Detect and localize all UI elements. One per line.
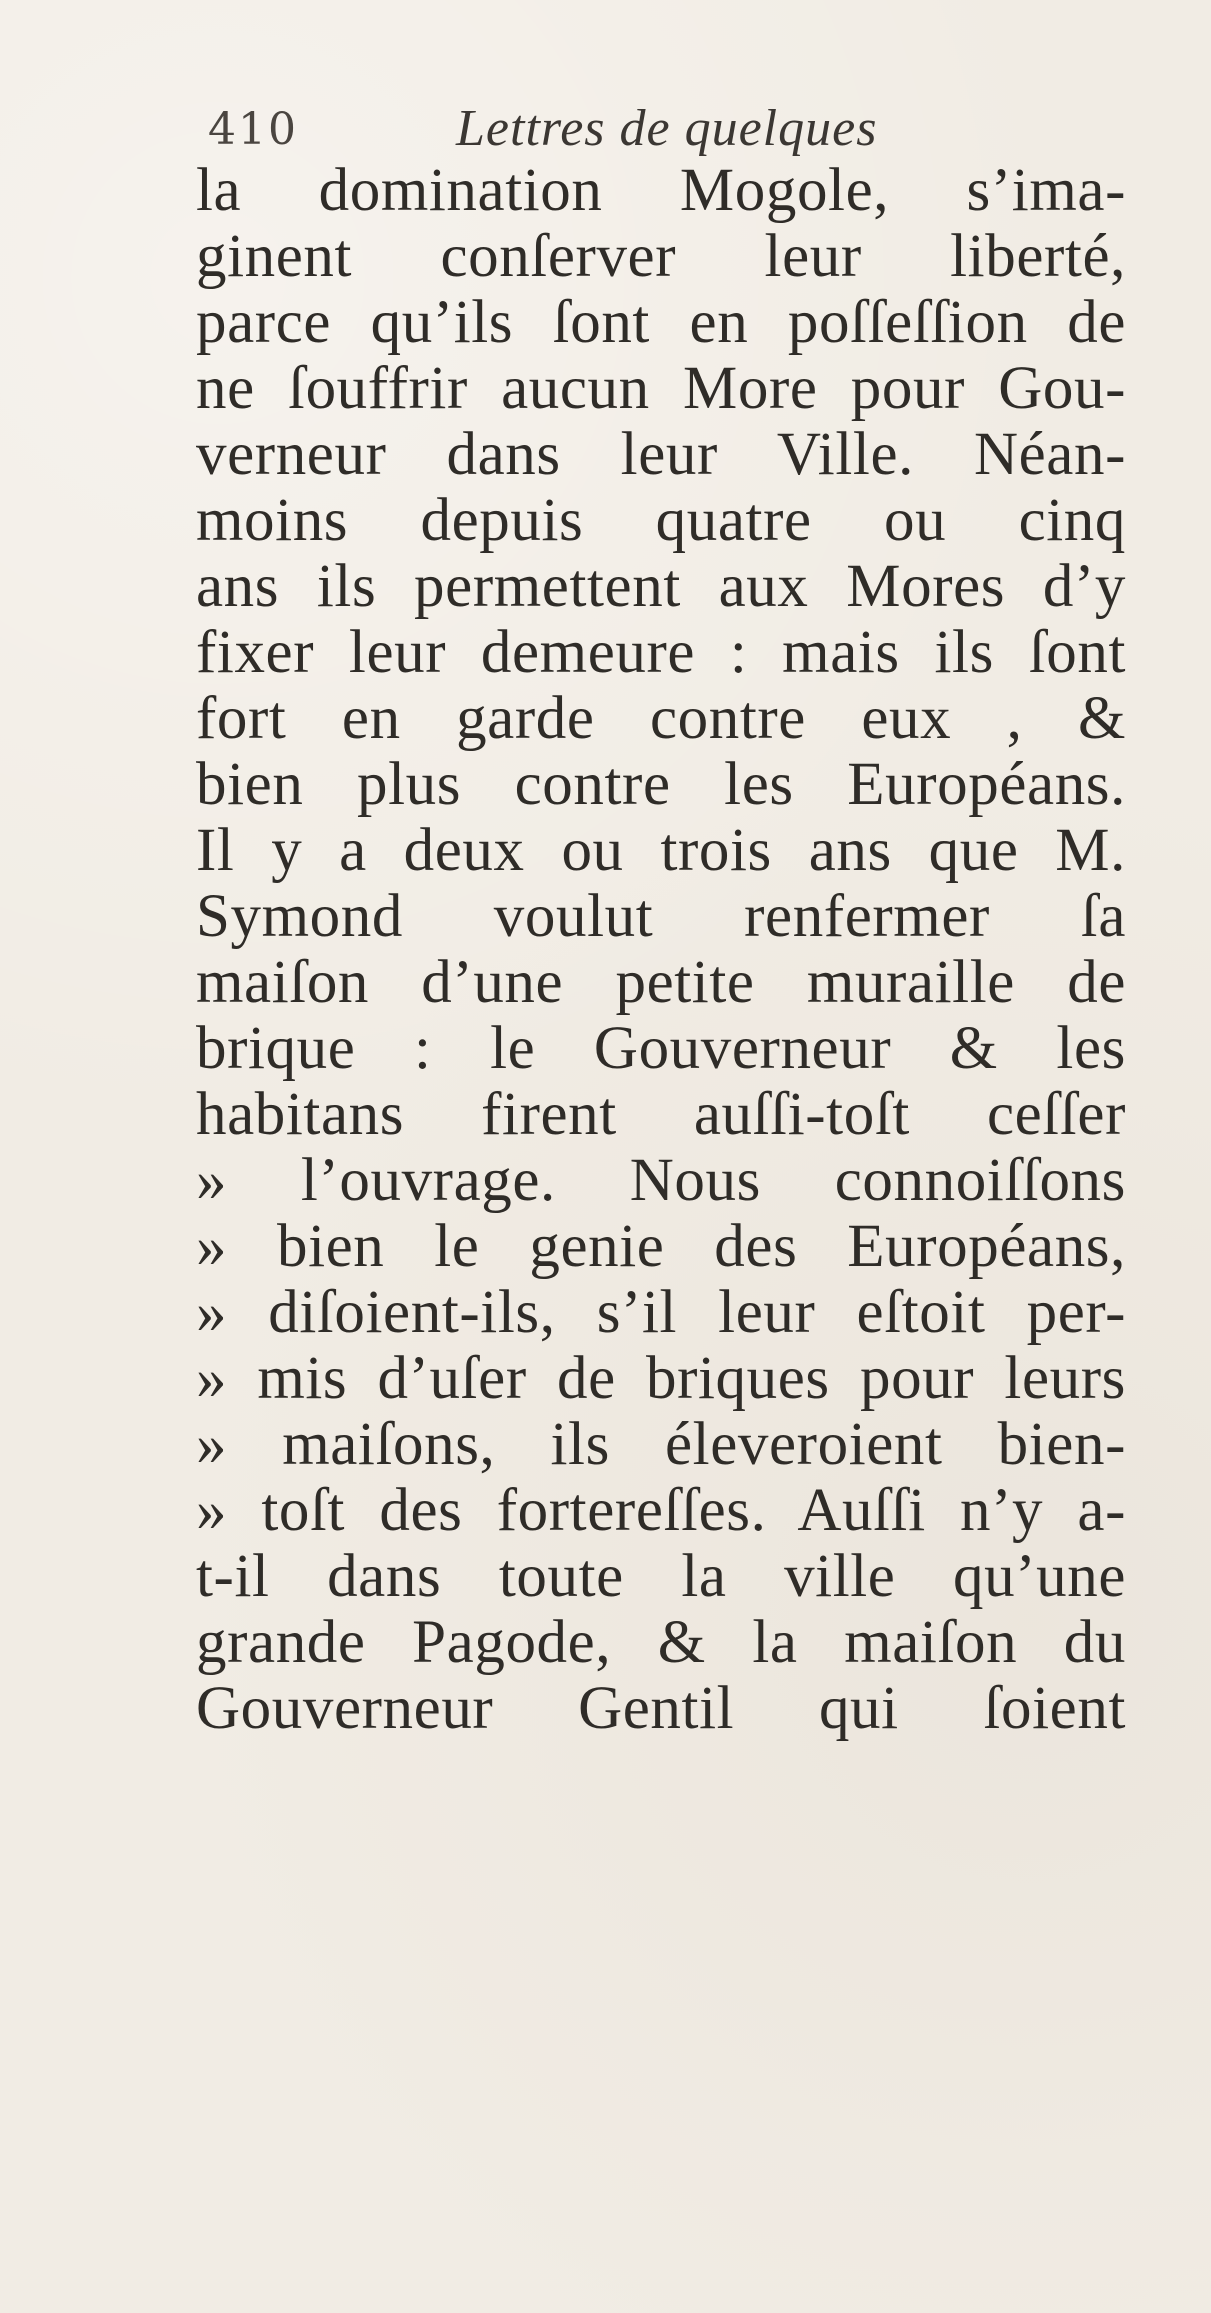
text-line: habitans firent auſſi-toſt ceſſer (196, 1081, 1126, 1148)
text-line: ginent conſerver leur liberté, (196, 223, 1126, 290)
text-line: la domination Mogole, s’ima- (196, 157, 1126, 224)
text-line: » bien le genie des Européans, (196, 1213, 1126, 1280)
text-line: maiſon d’une petite muraille de (196, 949, 1126, 1016)
text-line: » diſoient-ils, s’il leur eſtoit per- (196, 1279, 1126, 1346)
text-line: Gouverneur Gentil qui ſoient (196, 1675, 1126, 1742)
text-line: » toſt des fortereſſes. Auſſi n’y a- (196, 1477, 1126, 1544)
text-line: parce qu’ils ſont en poſſeſſion de (196, 289, 1126, 356)
text-line: fixer leur demeure : mais ils ſont (196, 619, 1126, 686)
text-line: t-il dans toute la ville qu’une (196, 1543, 1126, 1610)
text-line: ans ils permettent aux Mores d’y (196, 553, 1126, 620)
text-line: fort en garde contre eux , & (196, 685, 1126, 752)
text-line: bien plus contre les Européans. (196, 751, 1126, 818)
text-line: brique : le Gouverneur & les (196, 1015, 1126, 1082)
text-line: Symond voulut renfermer ſa (196, 883, 1126, 950)
running-head-title: Lettres de quelques (456, 100, 878, 157)
page-number: 410 (208, 104, 298, 155)
text-line: » l’ouvrage. Nous connoiſſons (196, 1147, 1126, 1214)
text-line: verneur dans leur Ville. Néan- (196, 421, 1126, 488)
text-line: » maiſons, ils éleveroient bien- (196, 1411, 1126, 1478)
text-line: ne ſouffrir aucun More pour Gou- (196, 355, 1126, 422)
body-text (196, 158, 1126, 1742)
running-head (208, 96, 1048, 162)
text-line: moins depuis quatre ou cinq (196, 487, 1126, 554)
text-line: » mis d’uſer de briques pour leurs (196, 1345, 1126, 1412)
text-line: Il y a deux ou trois ans que M. (196, 817, 1126, 884)
text-line: grande Pagode, & la maiſon du (196, 1609, 1126, 1676)
